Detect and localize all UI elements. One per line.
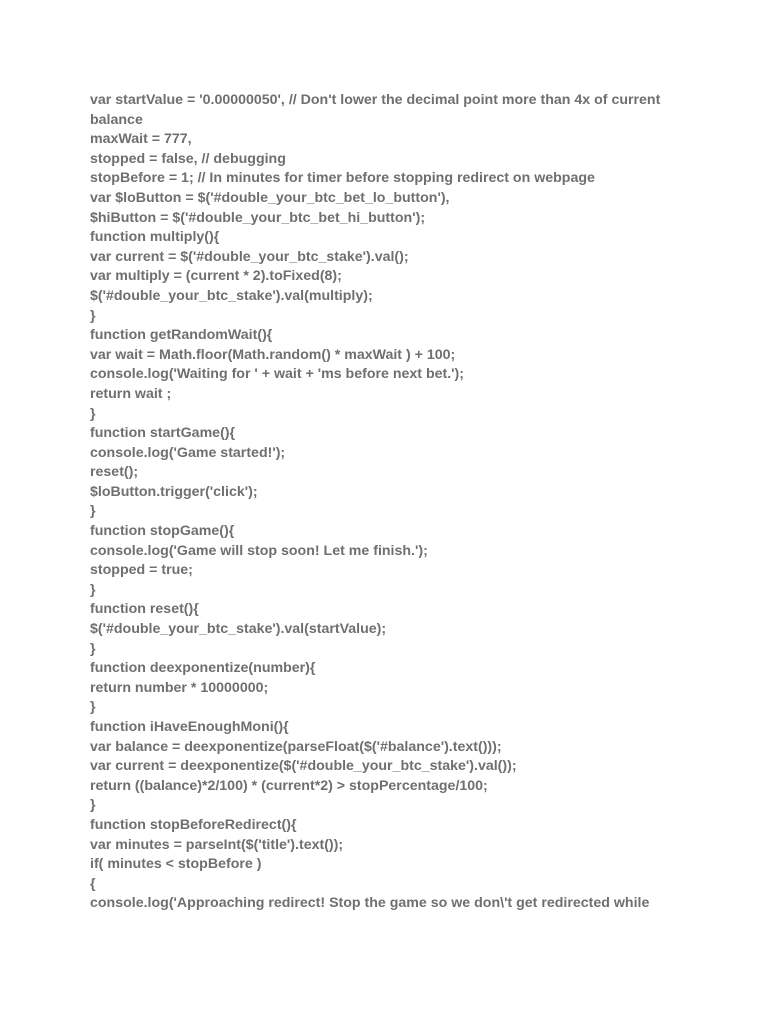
code-line: console.log('Waiting for ' + wait + 'ms before next bet.'); xyxy=(90,366,465,383)
code-line: if( minutes < stopBefore ) xyxy=(90,856,262,873)
code-line: } xyxy=(90,797,96,814)
code-line: var current = $('#double_your_btc_stake').val(); xyxy=(90,248,409,265)
code-line: } xyxy=(90,581,96,598)
code-line: var multiply = (current * 2).toFixed(8); xyxy=(90,268,342,285)
code-line: function getRandomWait(){ xyxy=(90,327,273,344)
code-line: console.log('Game will stop soon! Let me finish.'); xyxy=(90,542,428,559)
code-line: function multiply(){ xyxy=(90,229,220,246)
code-line: } xyxy=(90,405,96,422)
code-line: maxWait = 777, xyxy=(90,131,192,148)
code-line: var startValue = '0.00000050', // Don't lower the decimal point more than 4x of current xyxy=(90,92,661,108)
code-line: stopBefore = 1; // In minutes for timer before stopping redirect on webpage xyxy=(90,170,595,187)
code-line: console.log('Game started!'); xyxy=(90,444,286,461)
code-line: console.log('Approaching redirect! Stop the game so we don\'t get redirected while xyxy=(90,895,650,912)
code-line: { xyxy=(90,875,96,892)
code-listing xyxy=(90,91,690,914)
code-line: $hiButton = $('#double_your_btc_bet_hi_button'); xyxy=(90,209,426,226)
code-line: var $loButton = $('#double_your_btc_bet_lo_button'), xyxy=(90,189,450,206)
code-line: } xyxy=(90,307,96,324)
code-line: function deexponentize(number){ xyxy=(90,660,316,677)
code-line: reset(); xyxy=(90,464,139,481)
code-line: stopped = true; xyxy=(90,562,193,579)
code-line: return ((balance)*2/100) * (current*2) > stopPercentage/100; xyxy=(90,777,488,794)
code-line: var current = deexponentize($('#double_your_btc_stake').val()); xyxy=(90,758,517,775)
code-line: } xyxy=(90,503,96,520)
code-line: $('#double_your_btc_stake').val(startValue); xyxy=(90,621,387,638)
code-line: function startGame(){ xyxy=(90,425,236,442)
code-line: $loButton.trigger('click'); xyxy=(90,483,258,500)
code-line: } xyxy=(90,640,96,657)
code-line: var wait = Math.floor(Math.random() * maxWait ) + 100; xyxy=(90,346,456,363)
code-line: balance xyxy=(90,111,143,128)
code-line: return wait ; xyxy=(90,385,172,402)
code-line: $('#double_your_btc_stake').val(multiply); xyxy=(90,287,373,304)
code-line: function iHaveEnoughMoni(){ xyxy=(90,719,289,735)
code-line: stopped = false, // debugging xyxy=(90,150,286,167)
code-line: function stopBeforeRedirect(){ xyxy=(90,816,297,833)
code-line: function stopGame(){ xyxy=(90,523,235,540)
code-line: return number * 10000000; xyxy=(90,679,269,696)
code-line: } xyxy=(90,699,96,716)
code-line: var balance = deexponentize(parseFloat($('#balance').text())); xyxy=(90,738,502,755)
code-line: function reset(){ xyxy=(90,601,199,618)
code-line: var minutes = parseInt($('title').text()); xyxy=(90,836,344,853)
